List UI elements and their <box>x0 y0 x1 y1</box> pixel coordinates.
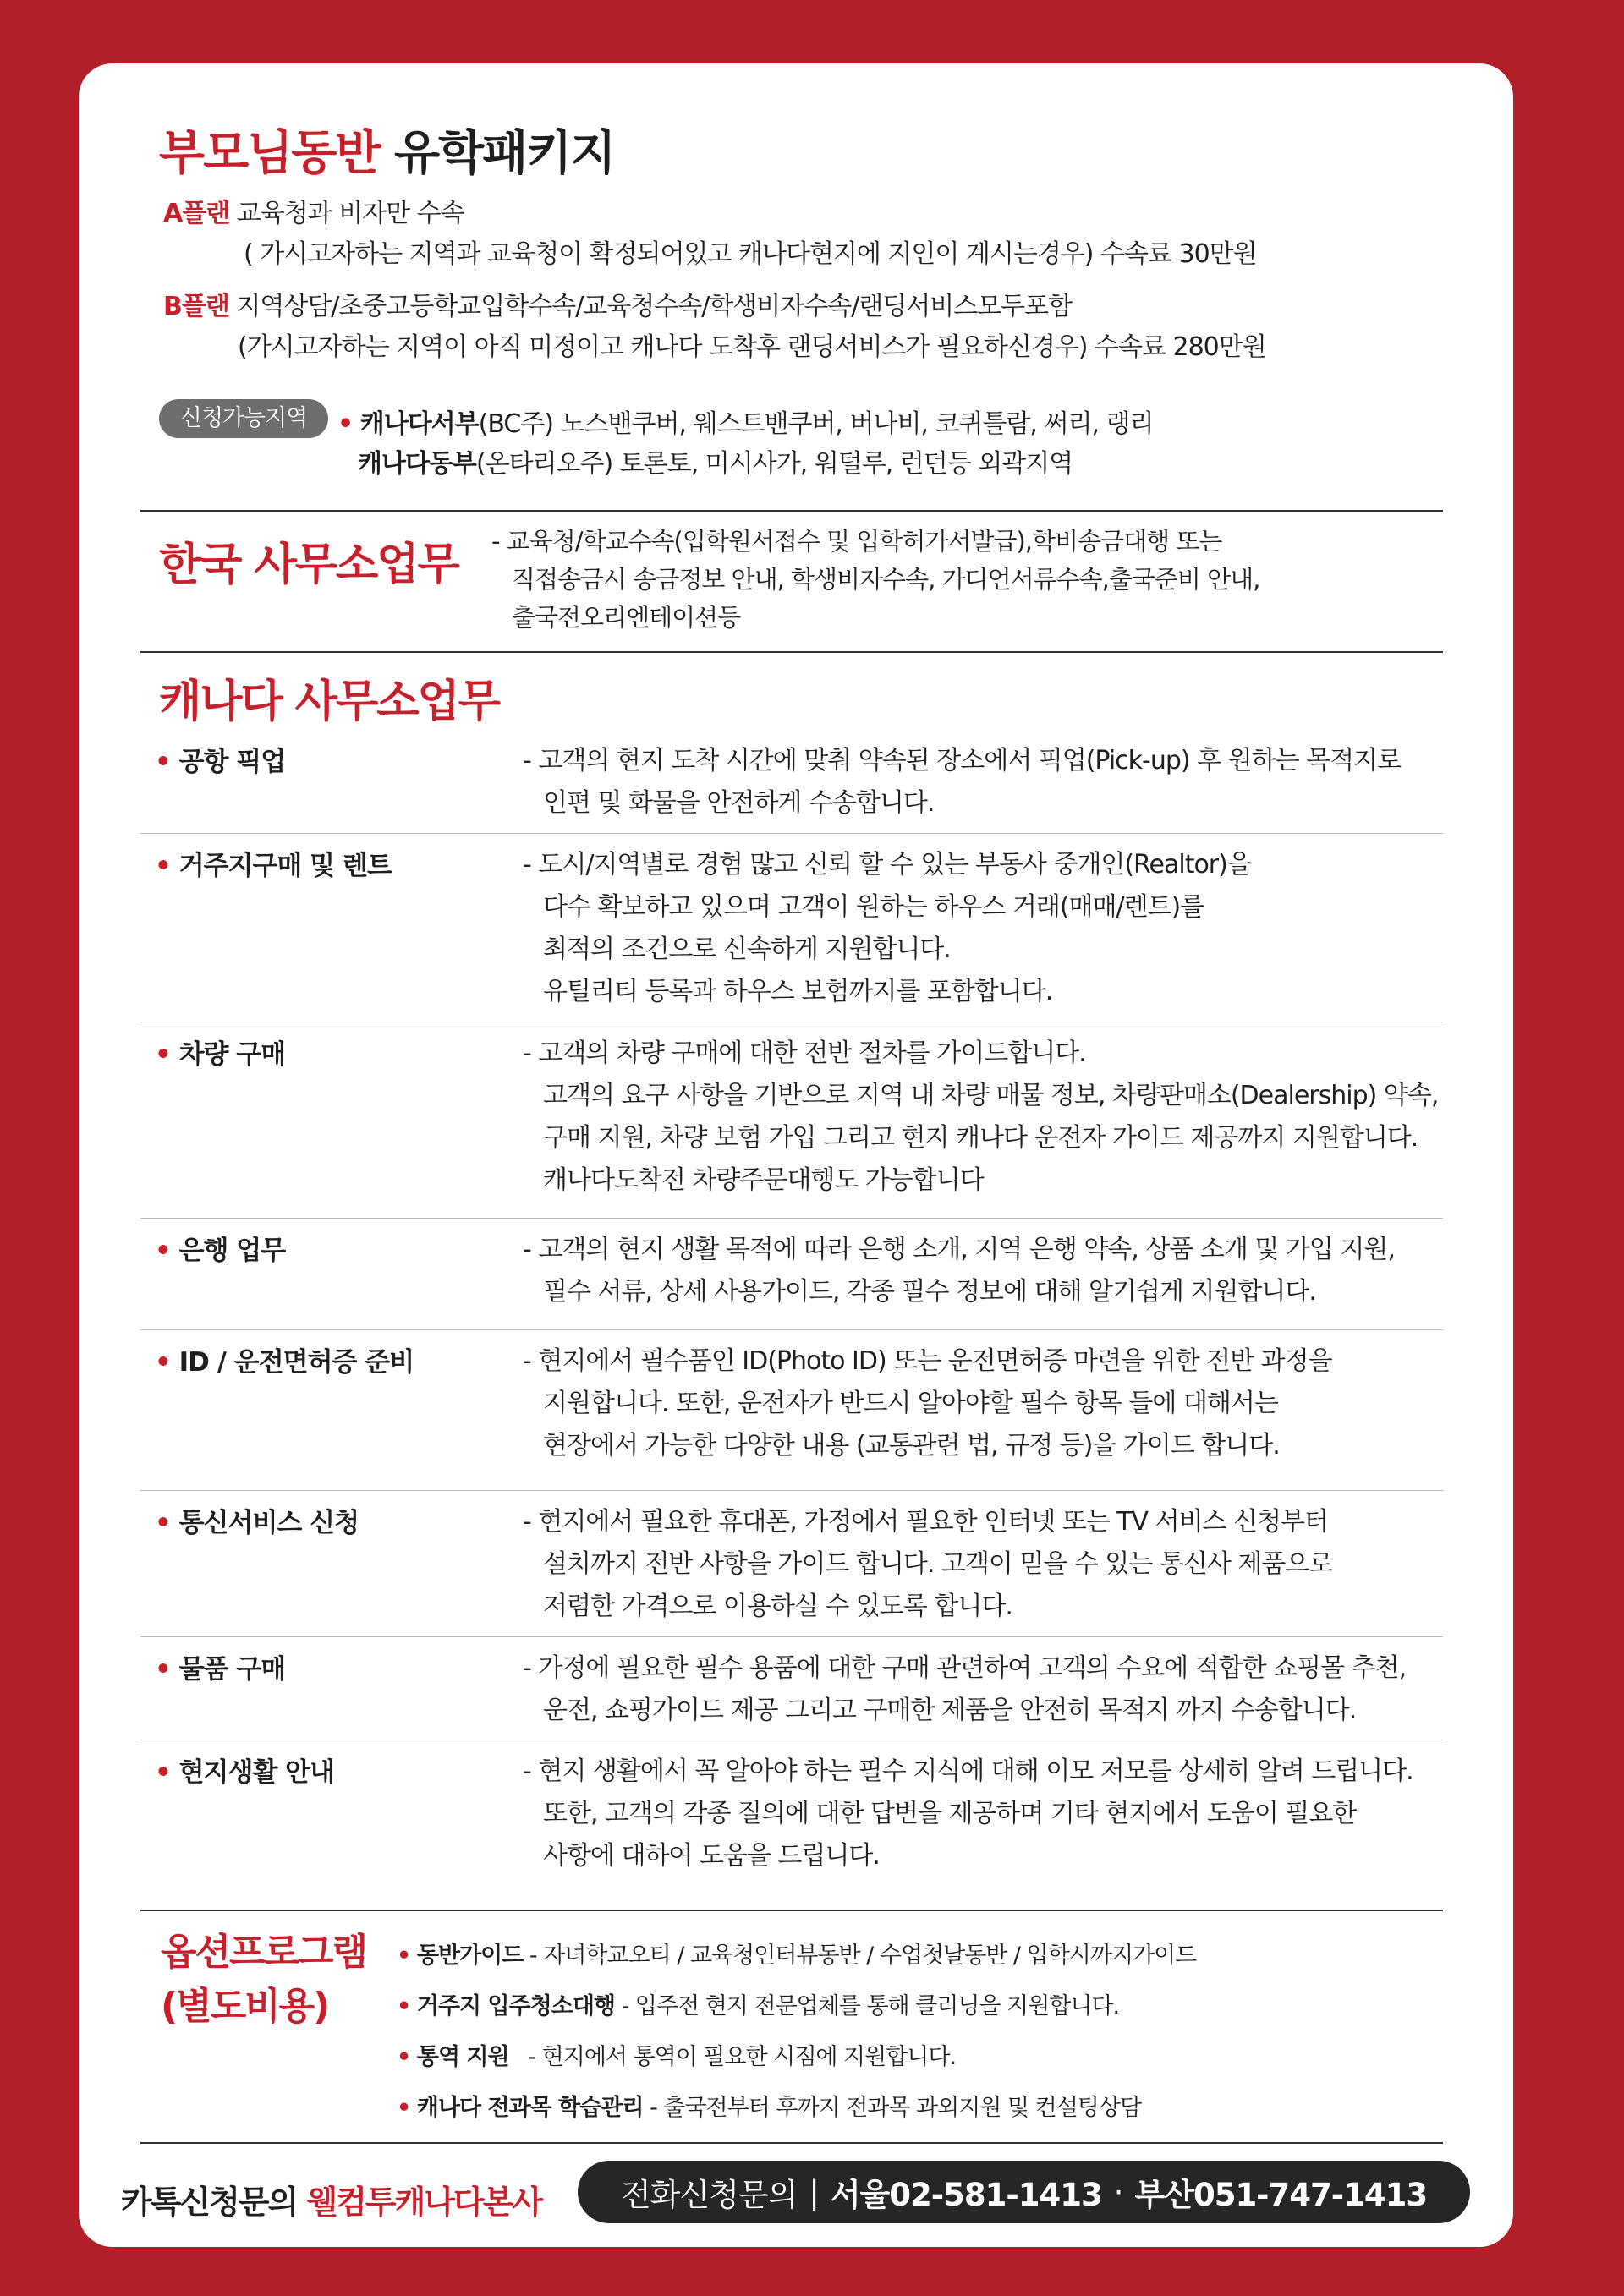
plan-b-label: B플랜 <box>163 292 229 321</box>
service-desc <box>523 1647 1406 1732</box>
region-west-text: (BC주) 노스밴쿠버, 웨스트밴쿠버, 버나비, 코퀴틀람, 써리, 랭리 <box>478 409 1154 439</box>
bullet-dot: • <box>397 2095 411 2121</box>
plan-a-label: A플랜 <box>163 199 230 228</box>
service-line: 필수 서류, 상세 사용가이드, 각종 필수 정보에 대해 알기쉽게 지원합니다. <box>543 1277 1316 1307</box>
korea-office-line: - 교육청/학교수속(입학원서접수 및 입학허가서발급),학비송금대행 또는 <box>491 527 1222 556</box>
korea-office-title: 한국 사무소업무 <box>159 540 458 590</box>
title-black-part: 유학패키지 <box>393 126 615 181</box>
kakao-text: 카톡신청문의 <box>121 2184 307 2221</box>
service-line: 최적의 조건으로 신속하게 지원합니다. <box>543 934 951 964</box>
bullet-dot: • <box>397 1943 411 1969</box>
service-name: • 거주지구매 및 렌트 <box>155 844 392 882</box>
divider <box>140 1910 1443 1911</box>
plan-a <box>163 192 464 229</box>
service-line: - 가정에 필요한 필수 용품에 대한 구매 관련하여 고객의 수요에 적합한 쇼핑몰 추천, <box>523 1653 1407 1683</box>
service-line: 다수 확보하고 있으며 고객이 원하는 하우스 거래(매매/렌트)를 <box>543 892 1204 922</box>
option-item <box>397 2038 956 2071</box>
region-west-label: 캐나다서부 <box>359 409 479 439</box>
option-name: 캐나다 전과목 학습관리 <box>416 2095 644 2121</box>
divider <box>140 1329 1443 1330</box>
service-line: - 현지에서 필요한 휴대폰, 가정에서 필요한 인터넷 또는 TV 서비스 신청부터 <box>523 1507 1328 1537</box>
separator: | <box>809 2173 819 2211</box>
service-line: 운전, 쇼핑가이드 제공 그리고 구매한 제품을 안전히 목적지 까지 수송합니다. <box>543 1696 1357 1725</box>
phone-label: 전화신청문의 <box>620 2177 798 2213</box>
option-item <box>397 2089 1141 2122</box>
service-desc <box>523 1751 1413 1877</box>
service-line: 저렴한 가격으로 이용하실 수 있도록 합니다. <box>543 1592 1012 1621</box>
options-title <box>161 1926 366 2034</box>
divider <box>140 1218 1443 1219</box>
option-item <box>397 1937 1196 1970</box>
plan-a-note: ( 가시고자하는 지역과 교육청이 확정되어있고 캐나다현지에 지인이 계시는경우) 수속료 30만원 <box>244 239 1257 269</box>
phone-inquiry-pill <box>578 2161 1470 2223</box>
service-name: • 차량 구매 <box>155 1033 285 1071</box>
bullet-dot: • <box>397 1993 411 2019</box>
service-line: 구매 지원, 차량 보험 가입 그리고 현지 캐나다 운전자 가이드 제공까지 지원합니다. <box>543 1123 1418 1153</box>
region-west <box>337 403 1154 440</box>
service-name: • 공항 픽업 <box>155 740 285 778</box>
service-line: 지원합니다. 또한, 운전자가 반드시 알아야할 필수 항목 들에 대해서는 <box>543 1389 1278 1418</box>
bullet-dot: • <box>397 2044 411 2070</box>
korea-office-line: 직접송금시 송금정보 안내, 학생비자수속, 가디언서류수속,출국준비 안내, <box>512 565 1260 594</box>
service-name: • 물품 구매 <box>155 1647 285 1685</box>
service-desc <box>523 1501 1332 1628</box>
plan-b-note: (가시고자하는 지역이 아직 미정이고 캐나다 도착후 랜딩서비스가 필요하신경우) 수속료 280만원 <box>238 332 1266 362</box>
service-desc <box>523 1229 1395 1313</box>
option-text: - 현지에서 통역이 필요한 시점에 지원합니다. <box>508 2044 957 2070</box>
service-line: - 현지에서 필수품인 ID(Photo ID) 또는 운전면허증 마련을 위한 전반 과정을 <box>523 1346 1332 1376</box>
service-desc <box>523 1340 1332 1467</box>
region-east-label: 캐나다동부 <box>358 449 476 479</box>
dot-separator: · <box>1113 2173 1123 2211</box>
service-name: • ID / 운전면허증 준비 <box>155 1340 414 1378</box>
service-line: 유틸리티 등록과 하우스 보험까지를 포함합니다. <box>543 977 1053 1006</box>
kakao-inquiry <box>121 2176 541 2222</box>
service-line: 설치까지 전반 사항을 가이드 합니다. 고객이 믿을 수 있는 통신사 제품으로 <box>543 1549 1333 1579</box>
service-desc <box>523 740 1401 825</box>
region-badge: 신청가능지역 <box>159 399 328 438</box>
title-red-part: 부모님동반 <box>159 126 380 181</box>
plan-b-text: 지역상담/초중고등학교입학수속/교육청수속/학생비자수속/랜딩서비스모두포함 <box>236 292 1073 321</box>
option-item <box>397 1987 1119 2020</box>
canada-office-title: 캐나다 사무소업무 <box>159 677 499 727</box>
brand-name: 웰컴투캐나다본사 <box>306 2184 542 2221</box>
service-name: • 통신서비스 신청 <box>155 1501 359 1539</box>
bullet-dot: • <box>337 409 354 439</box>
page-title <box>159 116 614 184</box>
option-name: 거주지 입주청소대행 <box>416 1993 615 2019</box>
service-desc <box>523 1033 1438 1202</box>
service-line: - 현지 생활에서 꼭 알아야 하는 필수 지식에 대해 이모 저모를 상세히 알려 드립니다. <box>523 1756 1413 1786</box>
korea-office-line: 출국전오리엔테이션등 <box>512 603 741 632</box>
divider <box>140 833 1443 834</box>
service-name: • 현지생활 안내 <box>155 1751 334 1789</box>
option-name: 통역 지원 <box>416 2044 509 2070</box>
options-title-line: (별도비용) <box>161 1985 329 2028</box>
service-line: 캐나다도착전 차량주문대행도 가능합니다 <box>543 1165 984 1195</box>
divider <box>140 1636 1443 1637</box>
service-line: 현장에서 가능한 다양한 내용 (교통관련 법, 규정 등)을 가이드 합니다. <box>543 1431 1280 1460</box>
service-line: 또한, 고객의 각종 질의에 대한 답변을 제공하며 기타 현지에서 도움이 필요한 <box>543 1799 1357 1828</box>
busan-phone[interactable]: 부산051-747-1413 <box>1134 2177 1428 2213</box>
divider <box>140 651 1443 653</box>
service-line: 사항에 대하여 도움을 드립니다. <box>543 1841 880 1871</box>
service-line: 인편 및 화물을 안전하게 수송합니다. <box>543 788 935 818</box>
service-line: - 고객의 현지 도착 시간에 맞춰 약속된 장소에서 픽업(Pick-up) 후 원하는 목적지로 <box>523 746 1402 775</box>
option-text: - 입주전 현지 전문업체를 통해 클리닝을 지원합니다. <box>615 1993 1120 2019</box>
seoul-phone[interactable]: 서울02-581-1413 <box>830 2177 1102 2213</box>
service-line: - 도시/지역별로 경험 많고 신뢰 할 수 있는 부동사 중개인(Realtor)을 <box>523 850 1251 879</box>
service-line: - 고객의 현지 생활 목적에 따라 은행 소개, 지역 은행 약속, 상품 소개 및 가입 지원, <box>523 1235 1395 1264</box>
plan-a-text: 교육청과 비자만 수속 <box>236 199 464 228</box>
region-east-text: (온타리오주) 토론토, 미시사가, 워털루, 런던등 외곽지역 <box>475 449 1073 479</box>
option-name: 동반가이드 <box>416 1943 524 1969</box>
plan-b <box>163 285 1072 322</box>
divider <box>140 2142 1443 2144</box>
service-line: - 고객의 차량 구매에 대한 전반 절차를 가이드합니다. <box>523 1038 1086 1068</box>
flyer-card <box>79 63 1513 2247</box>
option-text: - 자녀학교오티 / 교육청인터뷰동반 / 수업첫날동반 / 입학시까지가이드 <box>523 1943 1197 1969</box>
divider <box>140 1490 1443 1491</box>
divider <box>140 510 1443 512</box>
service-name: • 은행 업무 <box>155 1229 285 1267</box>
korea-office-desc <box>491 523 1259 637</box>
option-text: - 출국전부터 후까지 전과목 과외지원 및 컨설팅상담 <box>643 2095 1142 2121</box>
service-line: 고객의 요구 사항을 기반으로 지역 내 차량 매물 정보, 차량판매소(Dealership) 약속, <box>543 1081 1439 1110</box>
options-title-line: 옵션프로그램 <box>161 1931 367 1974</box>
region-east <box>358 442 1073 479</box>
service-desc <box>523 844 1251 1013</box>
